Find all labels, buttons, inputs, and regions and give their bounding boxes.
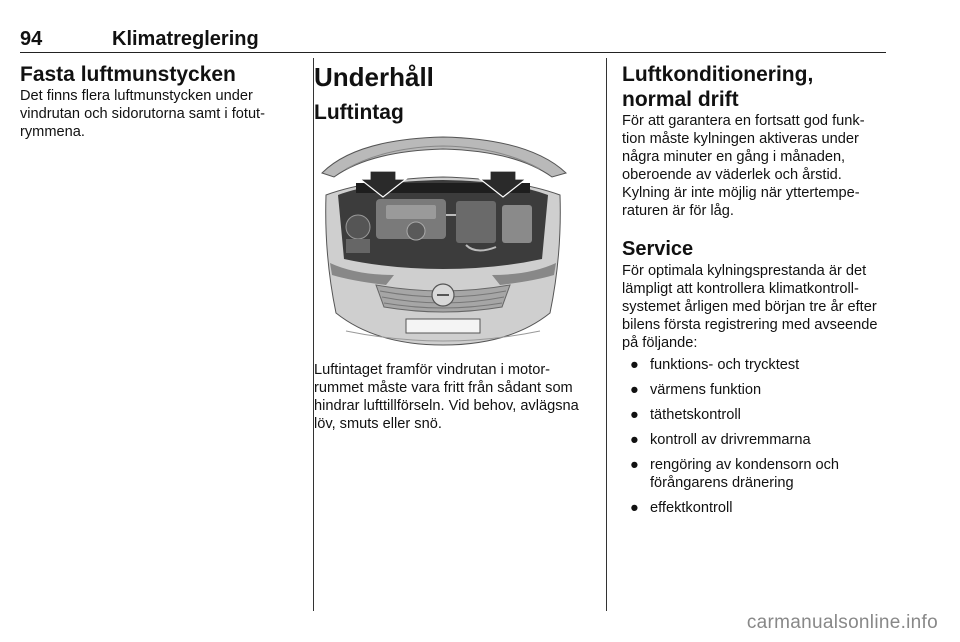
watermark: carmanualsonline.info bbox=[746, 612, 938, 633]
section-title: Underhåll bbox=[314, 62, 434, 92]
column-3 bbox=[622, 62, 888, 524]
page-number: 94 bbox=[20, 28, 43, 50]
list-item: ● funktions- och trycktest bbox=[630, 357, 800, 373]
body-paragraph: Luftintaget framför vindrutan i motor-rummet måste vara fritt från sådant som hindrar lufttillförseln. Vid behov, avlägsna löv, smuts eller snö. bbox=[314, 362, 579, 432]
bullet-icon: ● bbox=[630, 357, 639, 373]
bullet-icon: ● bbox=[630, 382, 639, 398]
list-item: ● rengöring av kondensorn och förångarens dränering bbox=[630, 457, 840, 491]
bullet-icon: ● bbox=[630, 457, 639, 473]
list-item: ● täthetskontroll bbox=[630, 407, 741, 423]
bullet-icon: ● bbox=[630, 432, 639, 448]
list-item: ● kontroll av drivremmarna bbox=[630, 432, 811, 448]
body-paragraph: För att garantera en fortsatt god funk-tion måste kylningen aktiveras under några minuter en gång i månaden, oberoende av väderlek och årstid. Kylning är inte möjlig när yttertempe-raturen är för låg. bbox=[622, 113, 865, 219]
bullet-icon: ● bbox=[630, 407, 639, 423]
service-heading: Service bbox=[622, 238, 694, 260]
section-heading: Fasta luftmunstycken bbox=[20, 63, 236, 86]
body-paragraph: Det finns flera luftmunstycken under vindrutan och sidorutorna samt i fotut-rymmena. bbox=[20, 88, 265, 140]
service-list bbox=[622, 356, 888, 517]
subsection-heading: Luftintag bbox=[314, 101, 404, 124]
column-2 bbox=[314, 62, 596, 433]
list-item: ● värmens funktion bbox=[630, 382, 762, 398]
car-engine-bay-illustration bbox=[316, 135, 570, 347]
list-item: ● effektkontroll bbox=[630, 500, 733, 516]
page-header bbox=[20, 28, 886, 53]
bullet-icon: ● bbox=[630, 500, 639, 516]
column-divider bbox=[606, 58, 607, 611]
section-heading: Luftkonditionering, normal drift bbox=[622, 63, 814, 111]
body-paragraph: För optimala kylningsprestanda är det lämpligt att kontrollera klimatkontroll-systemet årligen med början tre år efter bilens första registrering med avseende på följande: bbox=[622, 263, 878, 351]
column-1 bbox=[20, 62, 300, 141]
chapter-title: Klimatreglering bbox=[112, 28, 259, 50]
